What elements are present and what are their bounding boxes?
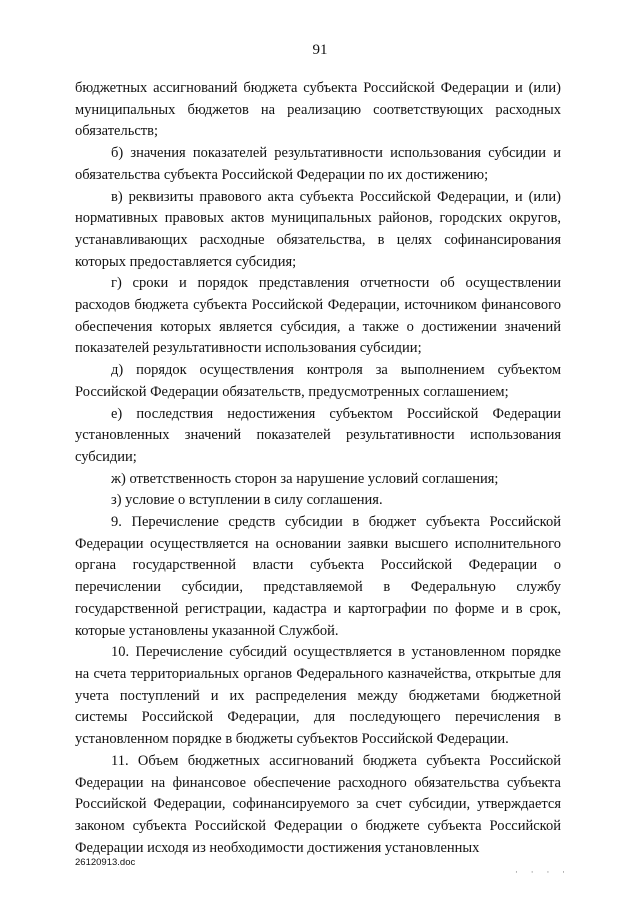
paragraph-e: е) последствия недостижения субъектом Российской Федерации установленных значений показателей результативности использования субсидии; <box>75 405 561 465</box>
paragraph-v: в) реквизиты правового акта субъекта Российской Федерации, и (или) нормативных правовых актов муниципальных районов, городских округов, устанавливающих расходные обязательства, в целях софинансирования которых предоставляется субсидия; <box>75 188 561 270</box>
footer-filename: 26120913.doc <box>75 857 136 868</box>
paragraph-g: г) сроки и порядок представления отчетности об осуществлении расходов бюджета субъекта Российской Федерации, источником финансового обеспечения которых является субсидия, а также о достижении значений показателей результативности использования субсидии; <box>75 275 561 357</box>
document-body <box>75 78 561 859</box>
paragraph-d: д) порядок осуществления контроля за выполнением субъектом Российской Федерации обязательств, предусмотренных соглашением; <box>75 362 561 400</box>
scan-artifact-marks: · · · · <box>515 868 571 878</box>
paragraph-continuation: бюджетных ассигнований бюджета субъекта Российской Федерации и (или) муниципальных бюджетов на реализацию соответствующих расходных обязательств; <box>75 80 561 140</box>
paragraph-11: 11. Объем бюджетных ассигнований бюджета субъекта Российской Федерации на финансовое обеспечение расходного обязательства субъекта Российской Федерации, софинансируемого за счет субсидии, утверждается законом субъекта Российской Федерации о бюджете субъекта Российской Федерации исходя из необходимости достижения установленных <box>75 752 561 856</box>
paragraph-b: б) значения показателей результативности использования субсидии и обязательства субъекта Российской Федерации по их достижению; <box>75 145 561 183</box>
page-number: 91 <box>312 42 328 58</box>
paragraph-10: 10. Перечисление субсидий осуществляется в установленном порядке на счета территориальных органов Федерального казначейства, открытые для учета поступлений и их распределения между бюджетами бюджетной системы Российской Федерации, для последующего перечисления в установленном порядке в бюджеты субъектов Российской Федерации. <box>75 644 561 748</box>
paragraph-zh: ж) ответственность сторон за нарушение условий соглашения; <box>111 470 499 487</box>
paragraph-9: 9. Перечисление средств субсидии в бюджет субъекта Российской Федерации осуществляется на основании заявки высшего исполнительного органа государственной власти субъекта Российской Федерации о перечислении субсидии, представляемой в Федеральную службу государственной регистрации, кадастра и картографии по форме и в срок, которые установлены указанной Службой. <box>75 514 561 639</box>
paragraph-z: з) условие о вступлении в силу соглашения. <box>111 492 383 509</box>
